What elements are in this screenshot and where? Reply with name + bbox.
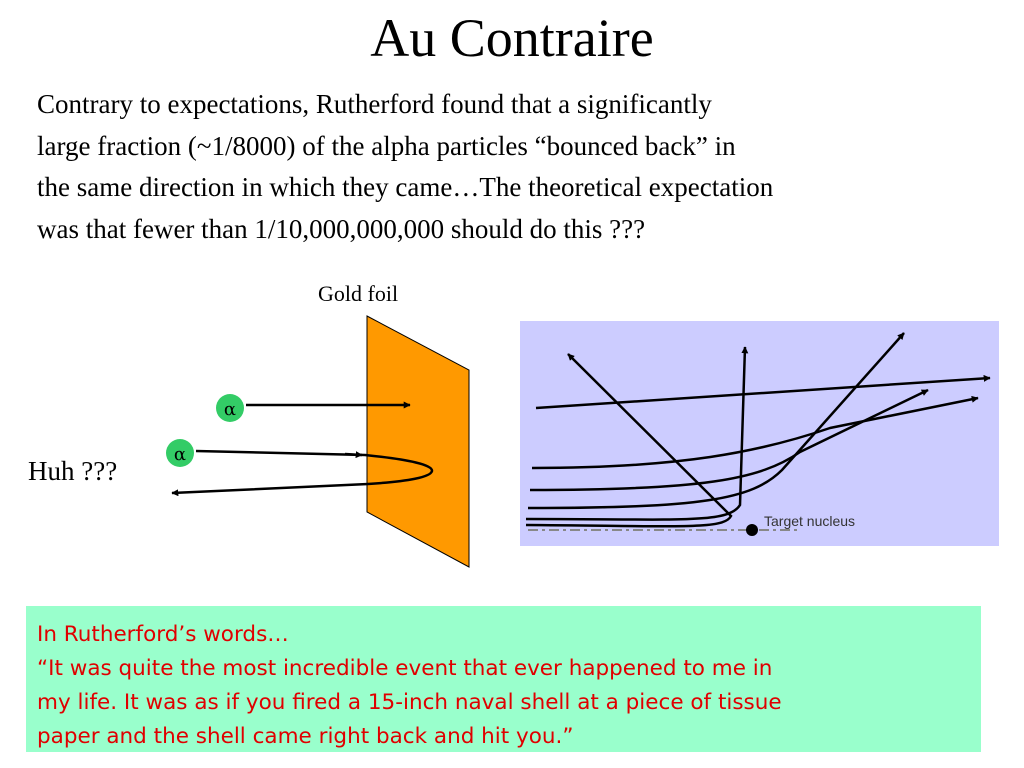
svg-text:α: α: [223, 399, 237, 420]
body-line: Contrary to expectations, Rutherford found that a significantly: [37, 89, 712, 119]
body-line: was that fewer than 1/10,000,000,000 should do this ???: [37, 213, 646, 244]
body-line: the same direction in which they came…The theoretical expectation: [37, 172, 774, 202]
target-nucleus: [746, 524, 758, 536]
huh-label: Huh ???: [28, 456, 118, 486]
quote-line: paper and the shell came right back and hit you.”: [37, 724, 574, 749]
alpha-particle-icon: [166, 439, 194, 467]
scattering-panel: [520, 321, 999, 546]
gold-foil: [367, 316, 469, 567]
quote-line: “It was quite the most incredible event that ever happened to me in: [37, 656, 773, 681]
target-nucleus-label: Target nucleus: [764, 513, 856, 529]
quote-box: [26, 606, 981, 752]
alpha-particle-icon: [216, 394, 244, 422]
svg-text:α: α: [173, 444, 187, 465]
quote-line: my life. It was as if you fired a 15-inch naval shell at a piece of tissue: [37, 690, 782, 715]
slide-title: Au Contraire: [370, 8, 654, 68]
quote-intro: In Rutherford’s words…: [37, 622, 289, 647]
body-line: large fraction (~1/8000) of the alpha particles “bounced back” in: [37, 130, 736, 161]
gold-foil-label: Gold foil: [318, 281, 399, 306]
